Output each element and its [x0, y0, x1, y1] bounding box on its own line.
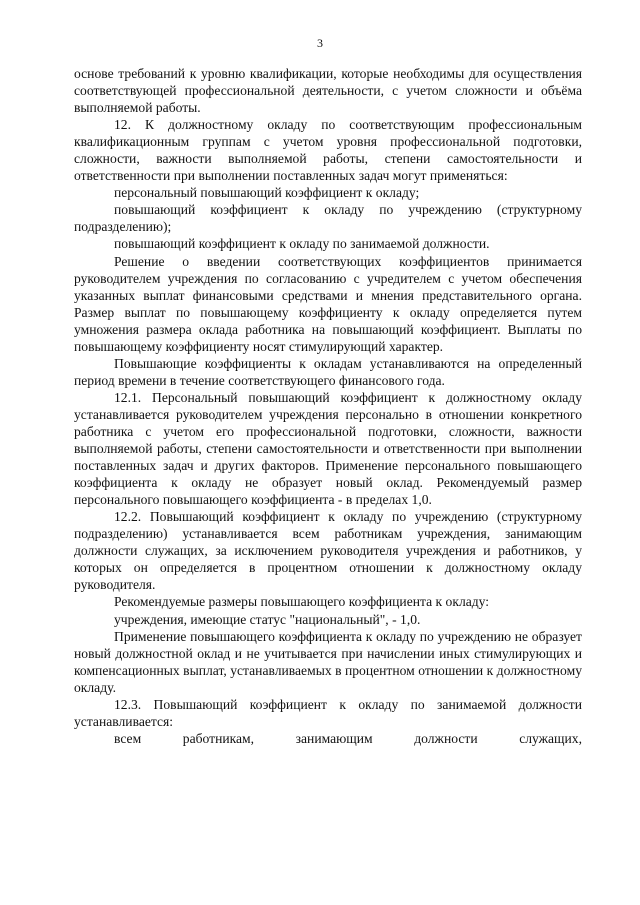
- paragraph-item-12-1: 12.1. Персональный повышающий коэффициент к должностному окладу устанавливается руководителем учреждения персонально в отношении конкретного работника с учетом его профессиональной подготовки, сложности, важности выполняемой работы, степени самостоятельности и ответственности при выполнении поставленных задач и других факторов. Применение персонального повышающего коэффициента к окладу не образует новый оклад. Рекомендуемый размер персонального повышающего коэффициента - в пределах 1,0.: [74, 389, 582, 508]
- paragraph-item-12: 12. К должностному окладу по соответствующим профессиональным квалификационным группам с учетом уровня профессиональной подготовки, сложности, важности выполняемой работы, степени самостоятельности и ответственности при выполнении поставленных задач могут применяться:: [74, 117, 582, 184]
- paragraph-continues-next-page: всем работникам, занимающим должности служащих,: [114, 730, 582, 746]
- paragraph-application: Применение повышающего коэффициента к окладу по учреждению не образует новый должностной оклад и не учитывается при начислении иных стимулирующих и компенсационных выплат, устанавливаемых в процентном отношении к должностному окладу.: [74, 628, 582, 695]
- paragraph-item-12-3: 12.3. Повышающий коэффициент к окладу по занимаемой должности устанавливается:: [74, 696, 582, 729]
- paragraph-list-item: повышающий коэффициент к окладу по занимаемой должности.: [114, 236, 490, 252]
- paragraph-list-item: персональный повышающий коэффициент к окладу;: [114, 185, 420, 201]
- paragraph-list-item: повышающий коэффициент к окладу по учреждению (структурному подразделению);: [74, 202, 582, 235]
- paragraph-decision: Решение о введении соответствующих коэффициентов принимается руководителем учреждения по согласованию с учредителем с учетом обеспечения указанных выплат финансовыми средствами и мнения представительного органа. Размер выплат по повышающему коэффициенту к окладу определяется путем умножения размера оклада работника на повышающий коэффициент. Выплаты по повышающему коэффициенту носят стимулирующий характер.: [74, 253, 582, 354]
- paragraph-recommended-sizes: Рекомендуемые размеры повышающего коэффициента к окладу:: [114, 594, 490, 610]
- document-body: [74, 65, 582, 747]
- page-number: 3: [317, 36, 323, 50]
- paragraph-national-status: учреждения, имеющие статус "национальный", - 1,0.: [114, 611, 421, 627]
- paragraph-item-12-2: 12.2. Повышающий коэффициент к окладу по учреждению (структурному подразделению) устанавливается всем работникам учреждения, занимающим должности служащих, за исключением руководителя учреждения и работников, у которых он определяется в процентном отношении к должностному окладу руководителя.: [74, 509, 582, 593]
- paragraph-period: Повышающие коэффициенты к окладам устанавливаются на определенный период времени в течение соответствующего финансового года.: [74, 355, 582, 388]
- paragraph-continuation: основе требований к уровню квалификации, которые необходимы для осуществления соответствующей профессиональной деятельности, с учетом сложности и объёма выполняемой работы.: [74, 66, 582, 116]
